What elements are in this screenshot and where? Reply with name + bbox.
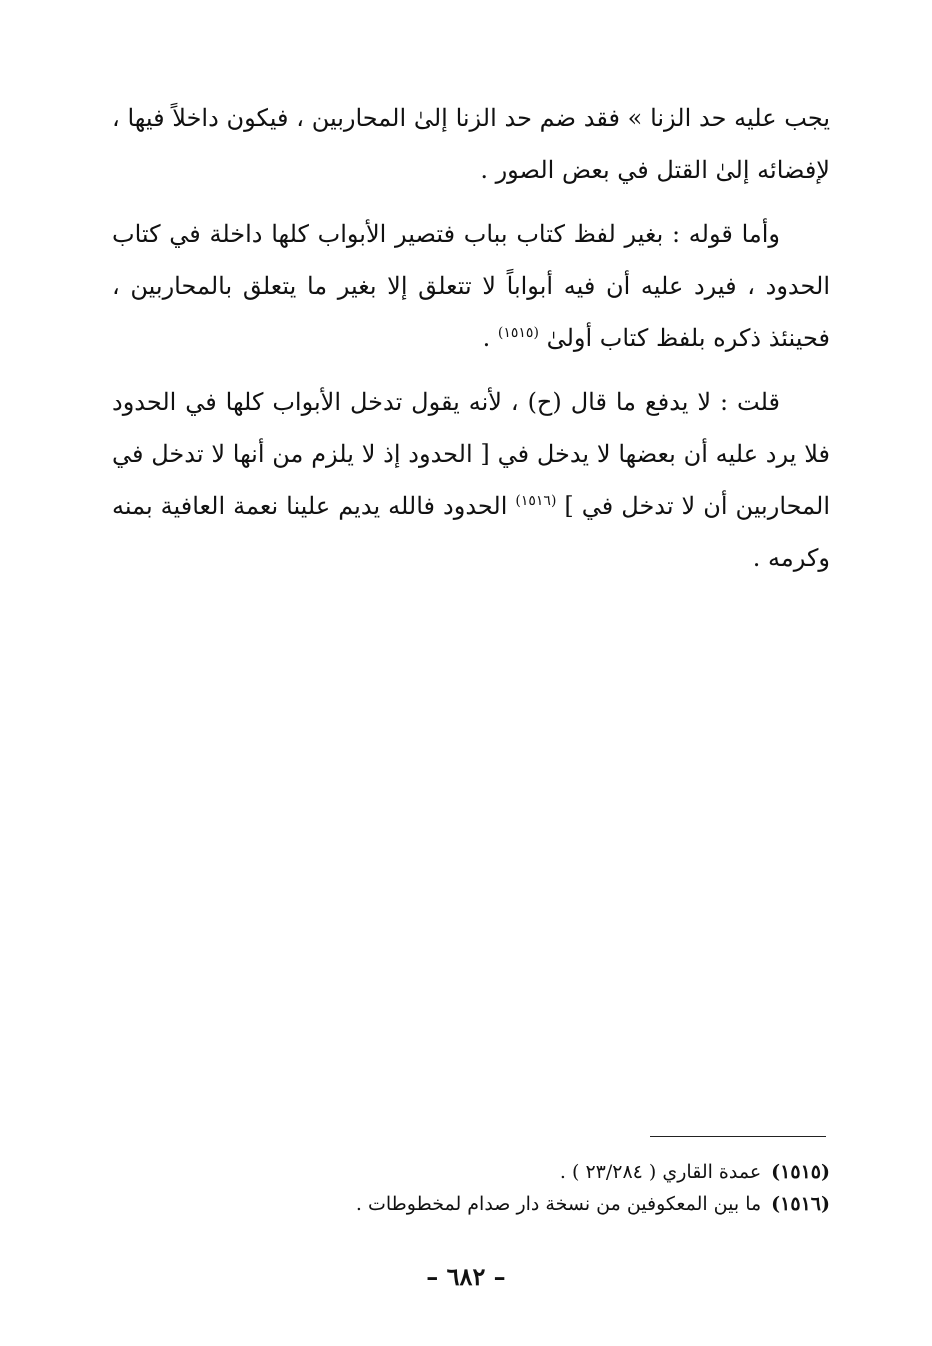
paragraph-3-text-a: قلت : لا يدفع ما قال (ح) ، لأنه يقول تدخل الأبواب كلها في الحدود فلا يرد عليه أن بعضها لا يدخل في [ الحدود إذ لا يلزم من أنها لا تدخل في المحاربين أن لا تدخل في ] [112,388,830,520]
footnote-divider [650,1136,826,1137]
paragraph-3 [112,376,830,584]
paragraph-2-end: . [482,324,498,352]
footnote-1516 [112,1188,830,1220]
footnotes [112,1156,830,1220]
footnote-1515 [112,1156,830,1188]
footnote-number: (١٥١٥) [771,1161,830,1183]
main-text [112,92,830,596]
footnote-text: عمدة القاري ( ٢٣/٢٨٤ ) . [559,1161,762,1183]
paragraph-1: يجب عليه حد الزنا » فقد ضم حد الزنا إلىٰ المحاربين ، فيكون داخلاً فيها ، لإفضائه إلىٰ القتل في بعض الصور . [112,104,830,184]
paragraph-2 [112,208,830,364]
paragraph-3-text-b: الحدود فالله يديم علينا نعمة العافية بمنه وكرمه . [112,492,830,572]
footnote-ref-1516: (١٥١٦) [515,493,557,509]
footnote-ref-1515: (١٥١٥) [497,325,539,341]
footnote-number: (١٥١٦) [771,1193,830,1215]
paragraph-2-text: وأما قوله : بغير لفظ كتاب بباب فتصير الأبواب كلها داخلة في كتاب الحدود ، فيرد عليه أن فيه أبواباً لا تتعلق إلا بغير ما يتعلق بالمحاربين ، فحينئذ ذكره بلفظ كتاب أولىٰ [112,220,830,352]
page-number: – ٦٨٢ – [426,1262,506,1291]
footnote-text: ما بين المعكوفين من نسخة دار صدام لمخطوطات . [355,1193,762,1215]
